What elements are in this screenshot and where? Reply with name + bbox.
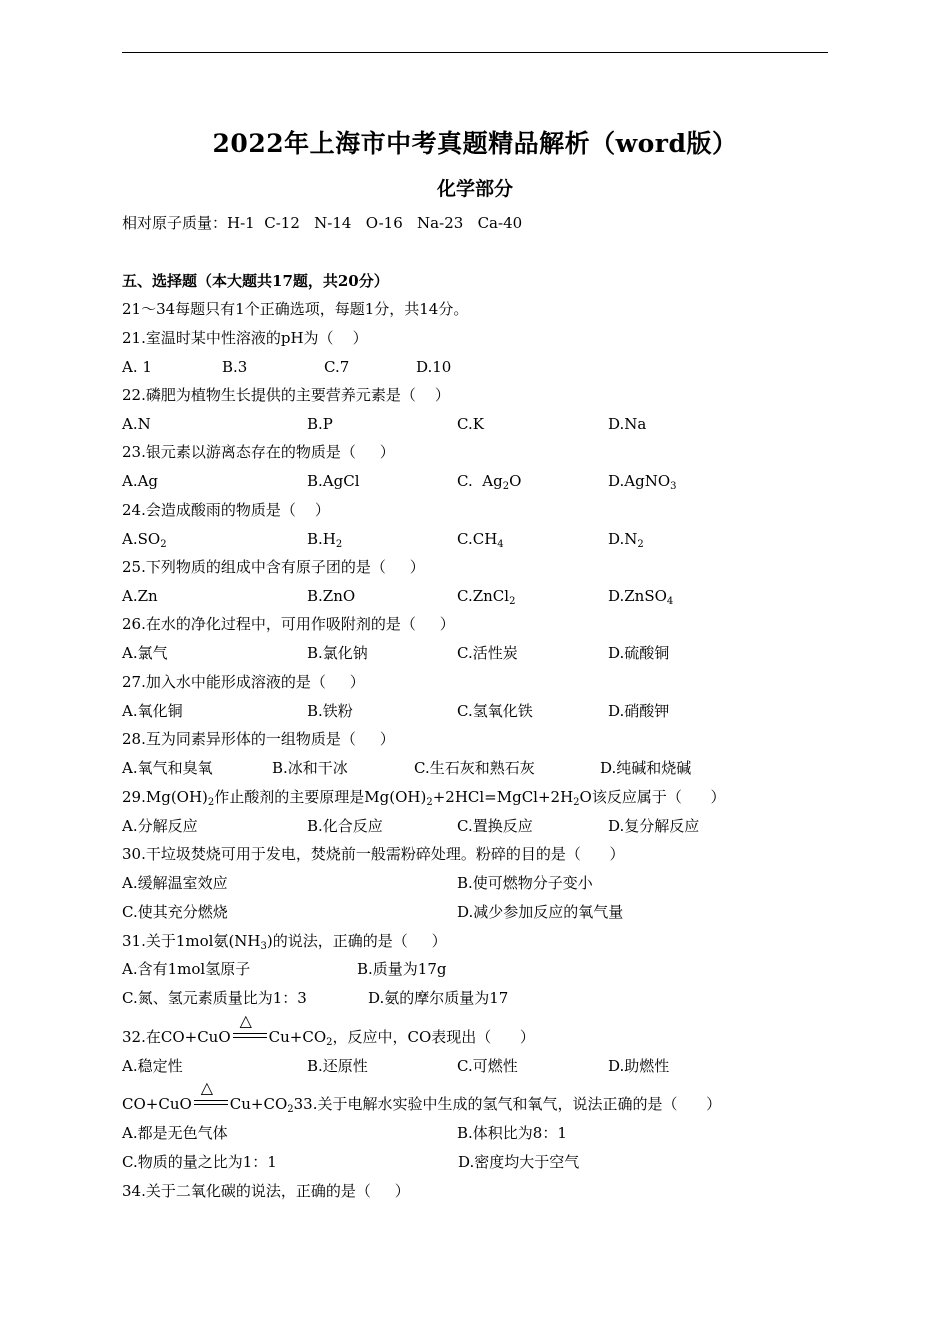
q25-option-d: D.ZnSO$_4$	[608, 587, 674, 607]
question-23-stem: 23.银元素以游离态存在的物质是（ ）	[122, 443, 395, 461]
q30-option-b: B.使可燃物分子变小	[457, 874, 593, 892]
q28-option-c: C.生石灰和熟石灰	[414, 759, 535, 777]
q22-option-b: B.P	[307, 415, 333, 433]
q21-option-d: D.10	[416, 358, 452, 376]
q25-option-b: B.ZnO	[307, 587, 356, 605]
question-28-stem: 28.互为同素异形体的一组物质是（ ）	[122, 730, 395, 748]
q31-option-a: A.含有1mol氢原子	[122, 960, 251, 978]
q31-option-d: D.氨的摩尔质量为17	[368, 989, 509, 1007]
q26-option-b: B.氯化钠	[307, 644, 368, 662]
q32-option-c: C.可燃性	[457, 1057, 518, 1075]
question-33-stem: CO+CuO △ $Cu+CO_233$.关于电解水实验中生成的氢气和氧气，说法正确的是（ ）	[122, 1078, 722, 1115]
q29-option-a: A.分解反应	[122, 817, 198, 835]
heat-triangle-icon: △	[200, 1078, 214, 1097]
q26-option-a: A.氯气	[122, 644, 168, 662]
q26-option-d: D.硫酸铜	[608, 644, 670, 662]
atomic-mass-line: 相对原子质量：H-1 C-12 N-14 O-16 Na-23 Ca-40	[122, 214, 523, 232]
question-21-stem: 21.室温时某中性溶液的pH为（ ）	[122, 329, 368, 347]
question-34-stem: 34.关于二氧化碳的说法，正确的是（ ）	[122, 1182, 410, 1200]
question-31-stem: 31.关于1mol氨$(NH_3)$的说法，正确的是（ ）	[122, 932, 447, 952]
q28-option-d: D.纯碱和烧碱	[600, 759, 692, 777]
question-25-stem: 25.下列物质的组成中含有原子团的是（ ）	[122, 558, 425, 576]
q22-option-c: C.K	[457, 415, 484, 433]
heat-equals-sign	[192, 1078, 230, 1114]
question-26-stem: 26.在水的净化过程中，可用作吸附剂的是（ ）	[122, 615, 455, 633]
q27-option-c: C.氢氧化铁	[457, 702, 533, 720]
question-22-stem: 22.磷肥为植物生长提供的主要营养元素是（ ）	[122, 386, 450, 404]
header-rule	[122, 52, 828, 53]
q23-option-c: C. $Ag_2O$	[457, 472, 522, 492]
q23-option-b: B.AgCl	[307, 472, 360, 490]
q24-option-b: $B.H_2$	[307, 530, 343, 550]
q31-option-b: B.质量为17g	[357, 960, 447, 978]
q27-option-d: D.硝酸钾	[608, 702, 670, 720]
q21-option-c: C.7	[324, 358, 350, 376]
q24-option-d: $D.N_2$	[608, 530, 644, 550]
q24-option-a: $A.SO_2$	[122, 530, 167, 550]
q22-option-a: A.N	[122, 415, 151, 433]
q23-option-d: D.AgNO$_3$	[608, 472, 677, 492]
q23-option-a: A.Ag	[122, 472, 159, 490]
q25-option-a: A.Zn	[122, 587, 158, 605]
q31-option-c: C.氮、氢元素质量比为1：3	[122, 989, 307, 1007]
q24-option-c: $C.CH_4$	[457, 530, 504, 550]
q29-option-b: B.化合反应	[307, 817, 383, 835]
q30-option-a: A.缓解温室效应	[122, 874, 228, 892]
q21-option-b: B.3	[222, 358, 248, 376]
page-title: 2022年上海市中考真题精品解析（word版）	[212, 129, 738, 158]
q28-option-b: B.冰和干冰	[272, 759, 348, 777]
q26-option-c: C.活性炭	[457, 644, 518, 662]
q32-option-d: D.助燃性	[608, 1057, 670, 1075]
q32-option-a: A.稳定性	[122, 1057, 183, 1075]
q30-option-c: C.使其充分燃烧	[122, 903, 228, 921]
q29-option-c: C.置换反应	[457, 817, 533, 835]
q33-option-a: A.都是无色气体	[122, 1124, 228, 1142]
instructions: 21～34每题只有1个正确选项，每题1分，共14分。	[122, 300, 469, 318]
q27-option-a: A.氧化铜	[122, 702, 183, 720]
q27-option-b: B.铁粉	[307, 702, 353, 720]
q28-option-a: A.氧气和臭氧	[122, 759, 213, 777]
q33-option-c: C.物质的量之比为1：1	[122, 1153, 277, 1171]
question-30-stem: 30.干垃圾焚烧可用于发电，焚烧前一般需粉碎处理。粉碎的目的是（ ）	[122, 845, 625, 863]
q21-option-a: A. 1	[122, 358, 152, 376]
page-subtitle: 化学部分	[436, 178, 513, 200]
q33-option-d: D.密度均大于空气	[458, 1153, 580, 1171]
q22-option-d: D.Na	[608, 415, 647, 433]
q30-option-d: D.减少参加反应的氧气量	[457, 903, 624, 921]
question-27-stem: 27.加入水中能形成溶液的是（ ）	[122, 673, 365, 691]
question-29-stem: $29.Mg(OH)_2$作止酸剂的主要原理是$Mg(OH)_2+2HCl=MgCl+2H_2O$该反应属于（ ）	[122, 788, 726, 808]
heat-triangle-icon: △	[239, 1011, 252, 1030]
question-32-stem: 32.在CO+CuO △ $Cu+CO_2$，反应中，CO表现出（ ）	[122, 1011, 535, 1048]
q33-option-b: B.体积比为8：1	[457, 1124, 567, 1142]
heat-equals-sign	[231, 1011, 269, 1047]
q29-option-d: D.复分解反应	[608, 817, 700, 835]
q25-option-c: C.ZnCl$_2$	[457, 587, 516, 607]
q32-option-b: B.还原性	[307, 1057, 368, 1075]
section-header: 五、选择题（本大题共17题，共20分）	[122, 272, 389, 290]
question-24-stem: 24.会造成酸雨的物质是（ ）	[122, 501, 330, 519]
